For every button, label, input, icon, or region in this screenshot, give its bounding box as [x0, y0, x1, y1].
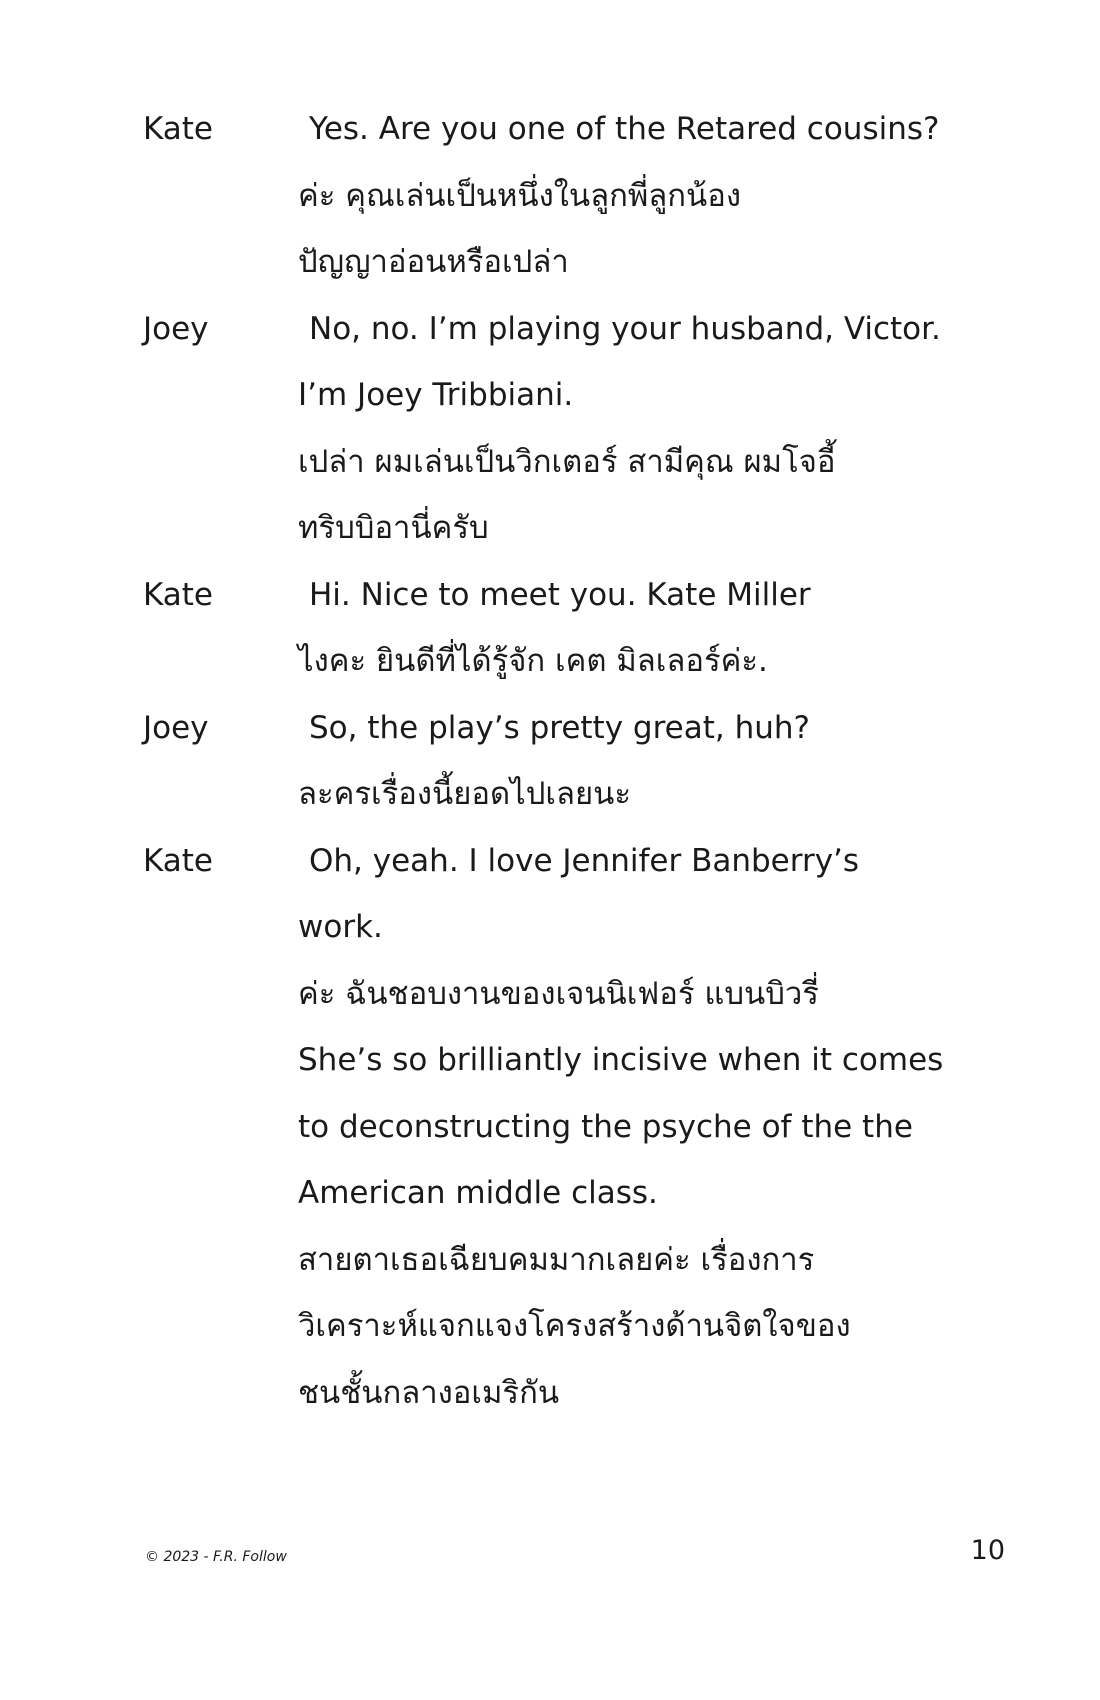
dialogue-line: เปล่า ผมเล่นเป็นวิกเตอร์ สามีคุณ ผมโจอี้	[298, 443, 836, 480]
dialogue-line: ละครเรื่องนี้ยอดไปเลยนะ	[298, 776, 632, 812]
speaker-name: Kate	[143, 842, 214, 879]
dialogue-line: She’s so brilliantly incisive when it comes	[298, 1042, 944, 1078]
speaker-name: Kate	[143, 576, 214, 613]
dialogue-lines	[298, 828, 1023, 1427]
dialogue-line: No, no. I’m playing your husband, Victor.	[309, 310, 941, 347]
dialogue-line: to deconstructing the psyche of the the	[298, 1108, 913, 1145]
dialogue-entry-joey-1	[143, 296, 1023, 562]
dialogue-entry-kate-1	[143, 96, 1023, 296]
dialogue-line: Yes. Are you one of the Retared cousins?	[309, 111, 940, 147]
dialogue-entry-joey-2	[143, 695, 1023, 828]
dialogue-entry-kate-2	[143, 562, 1023, 695]
dialogue-lines	[298, 562, 1023, 695]
dialogue-lines	[298, 695, 1023, 828]
dialogue-line: ค่ะ ฉันชอบงานของเจนนิเฟอร์ แบนบิวรี่	[298, 975, 819, 1012]
dialogue-script	[143, 96, 1023, 1426]
dialogue-line: I’m Joey Tribbiani.	[298, 377, 574, 413]
dialogue-line: American middle class.	[298, 1175, 658, 1211]
dialogue-line: So, the play’s pretty great, huh?	[309, 709, 810, 746]
dialogue-line: สายตาเธอเฉียบคมมากเลยค่ะ เรื่องการ	[298, 1241, 815, 1278]
copyright-notice: © 2023 - F.R. Follow	[145, 1549, 287, 1565]
dialogue-entry-kate-3	[143, 828, 1023, 1427]
dialogue-line: ค่ะ คุณเล่นเป็นหนึ่งในลูกพี่ลูกน้อง	[298, 177, 741, 214]
dialogue-line: Oh, yeah. I love Jennifer Banberry’s	[309, 842, 860, 879]
dialogue-line: ทริบบิอานี่ครับ	[298, 510, 489, 546]
page-number: 10	[970, 1535, 1005, 1566]
dialogue-line: Hi. Nice to meet you. Kate Miller	[309, 576, 811, 613]
dialogue-line: ไงคะ ยินดีที่ได้รู้จัก เคต มิลเลอร์ค่ะ.	[298, 643, 768, 679]
dialogue-line: วิเคราะห์แจกแจงโครงสร้างด้านจิตใจของ	[298, 1308, 851, 1344]
dialogue-line: ปัญญาอ่อนหรือเปล่า	[298, 244, 569, 280]
dialogue-lines	[298, 296, 1023, 562]
speaker-name: Kate	[143, 111, 214, 147]
dialogue-lines	[298, 96, 1023, 296]
dialogue-line: work.	[298, 909, 383, 945]
speaker-name: Joey	[143, 310, 209, 347]
dialogue-line: ชนชั้นกลางอเมริกัน	[298, 1374, 560, 1411]
speaker-name: Joey	[143, 709, 209, 746]
